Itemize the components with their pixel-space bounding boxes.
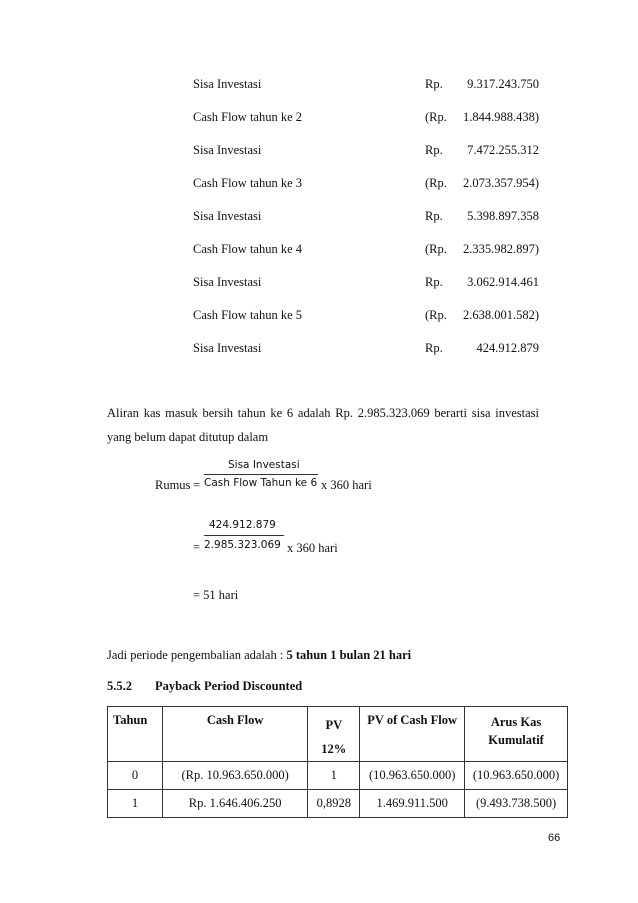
amount-value: 424.912.879: [476, 341, 539, 355]
amount-value: 2.335.982.897): [462, 242, 539, 256]
calc-row-amount: [425, 209, 542, 224]
currency-label: (Rp.: [425, 110, 447, 124]
calc-row-label: Cash Flow tahun ke 3: [193, 176, 303, 190]
calc-row-label: Sisa Investasi: [193, 143, 262, 157]
formula-multiplier-2: x 360 hari: [287, 541, 338, 555]
amount-value: 3.062.914.461: [467, 275, 539, 289]
numerator-value: 424.912.879: [209, 519, 276, 531]
calc-row-label: Sisa Investasi: [193, 77, 262, 91]
paragraph-explanation: Aliran kas masuk bersih tahun ke 6 adalah Rp. 2.985.323.069 berarti sisa investasi yang belum dapat ditutup dalam: [107, 406, 539, 444]
currency-label: (Rp.: [425, 242, 447, 256]
cell-cumulative: (10.963.650.000): [465, 762, 568, 790]
conclusion-prefix: Jadi periode pengembalian adalah :: [107, 648, 287, 662]
header-pv-label: PV: [325, 718, 343, 732]
calc-row-label: Cash Flow tahun ke 2: [193, 110, 303, 124]
formula-multiplier: x 360 hari: [321, 478, 372, 492]
cell-pv: 0,8928: [308, 790, 360, 818]
amount-value: 2.638.001.582): [462, 308, 539, 322]
formula-numerator: Sisa Investasi: [228, 459, 300, 471]
currency-label: (Rp.: [425, 308, 447, 322]
amount-value: 7.472.255.312: [467, 143, 539, 157]
amount-value: 9.317.243.750: [467, 77, 539, 91]
header-pv-rate: 12%: [321, 742, 347, 756]
payback-table: [107, 706, 568, 818]
section-number: 5.5.2: [107, 679, 132, 693]
currency-label: Rp.: [425, 275, 443, 289]
calc-row-amount: [425, 110, 542, 125]
header-tahun: Tahun: [108, 707, 163, 762]
calc-row-amount: [425, 275, 542, 290]
cell-cumulative: (9.493.738.500): [465, 790, 568, 818]
conclusion: [107, 648, 411, 663]
calc-row-label: Cash Flow tahun ke 5: [193, 308, 303, 322]
calc-row-label: Sisa Investasi: [193, 209, 262, 223]
currency-label: (Rp.: [425, 176, 447, 190]
amount-value: 2.073.357.954): [462, 176, 539, 190]
currency-label: Rp.: [425, 209, 443, 223]
header-pv: [308, 707, 360, 762]
section-title: Payback Period Discounted: [155, 679, 303, 693]
fraction-bar: [204, 474, 318, 475]
table-header-row: [108, 707, 568, 762]
header-pv-of-cash-flow: PV of Cash Flow: [360, 707, 465, 762]
formula-equals-2: =: [193, 540, 201, 554]
header-cash-flow: Cash Flow: [162, 707, 308, 762]
currency-label: Rp.: [425, 341, 443, 355]
formula-denominator: Cash Flow Tahun ke 6: [204, 477, 318, 489]
cell-tahun: 0: [108, 762, 163, 790]
calc-row-label: Sisa Investasi: [193, 275, 262, 289]
cell-pv-of-cash-flow: 1.469.911.500: [360, 790, 465, 818]
calc-row-label: Cash Flow tahun ke 4: [193, 242, 303, 256]
formula-equals: =: [193, 478, 201, 492]
currency-label: Rp.: [425, 143, 443, 157]
calc-row-amount: [425, 176, 542, 191]
conclusion-value: 5 tahun 1 bulan 21 hari: [286, 648, 412, 662]
denominator-value: 2.985.323.069: [204, 539, 281, 551]
cell-tahun: 1: [108, 790, 163, 818]
calc-row-amount: [425, 77, 542, 92]
currency-label: Rp.: [425, 77, 443, 91]
formula-label: Rumus: [155, 478, 191, 492]
amount-value: 1.844.988.438): [462, 110, 539, 124]
table-row: [108, 790, 568, 818]
fraction-bar-values: [204, 535, 284, 536]
cell-cash-flow: Rp. 1.646.406.250: [162, 790, 308, 818]
cell-pv-of-cash-flow: (10.963.650.000): [360, 762, 465, 790]
calc-row-amount: [425, 341, 542, 356]
table-row: [108, 762, 568, 790]
page-number: 66: [548, 832, 561, 844]
amount-value: 5.398.897.358: [467, 209, 539, 223]
formula-result: = 51 hari: [193, 588, 239, 602]
calc-row-amount: [425, 143, 542, 158]
calc-row-amount: [425, 242, 542, 257]
calc-row-amount: [425, 308, 542, 323]
cell-pv: 1: [308, 762, 360, 790]
calc-row-label: Sisa Investasi: [193, 341, 262, 355]
cell-cash-flow: (Rp. 10.963.650.000): [162, 762, 308, 790]
header-arus-kas-kumulatif: Arus Kas Kumulatif: [465, 707, 568, 762]
